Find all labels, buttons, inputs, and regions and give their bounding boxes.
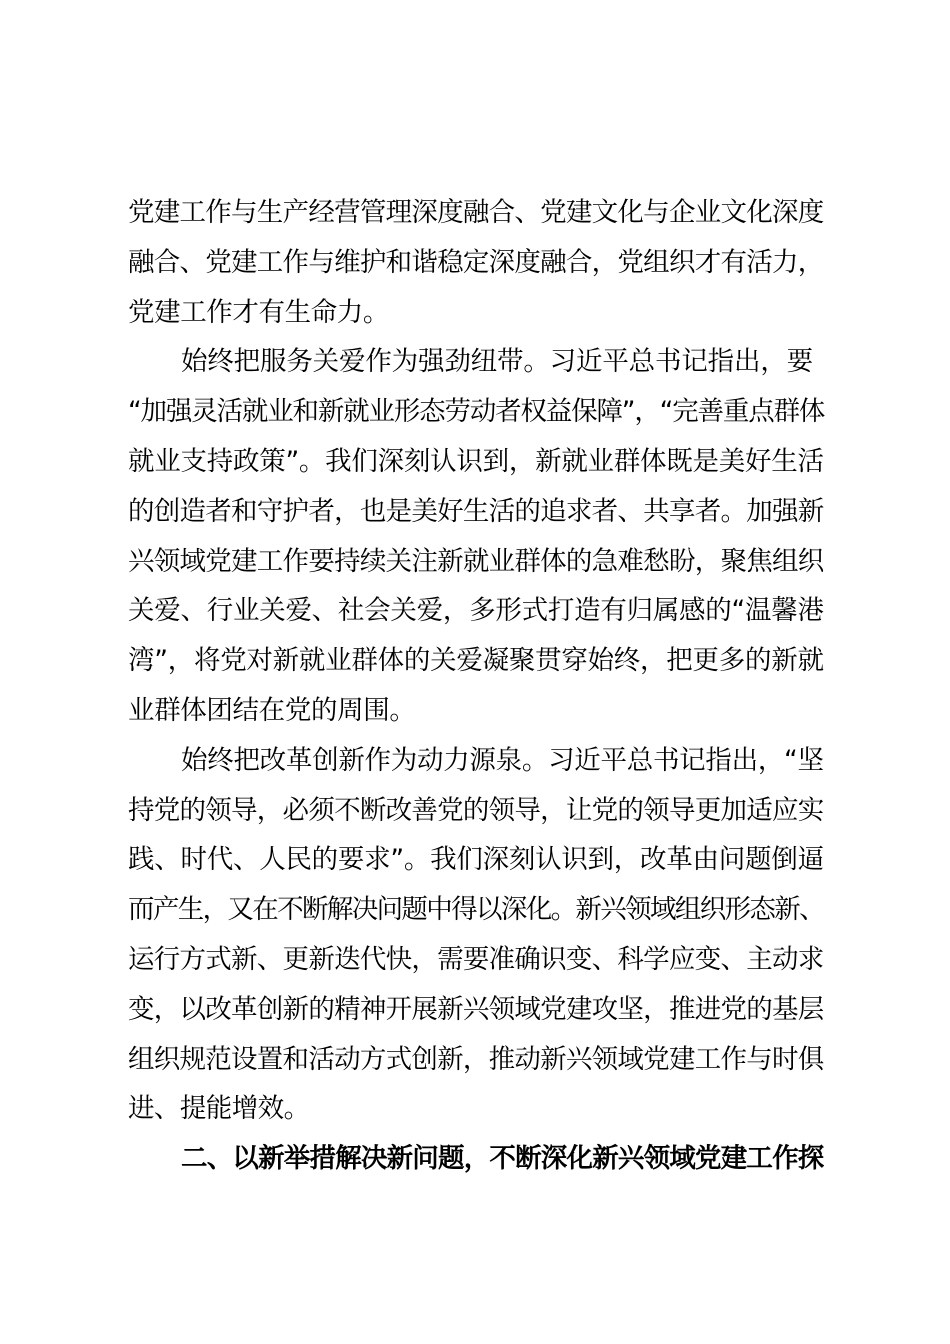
paragraph-line: 的创造者和守护者，也是美好生活的追求者、共享者。加强新 [128,495,824,527]
paragraph-line: 党建工作与生产经营管理深度融合、党建文化与企业文化深度 [128,197,824,228]
paragraph-line: 组织规范设置和活动方式创新，推动新兴领域党建工作与时俱 [128,1043,824,1075]
paragraph-line: 党建工作才有生命力。 [128,296,389,328]
paragraph-line: 就业支持政策”。我们深刻认识到，新就业群体既是美好生活 [128,445,824,477]
document-body [128,188,828,1184]
paragraph-line: 运行方式新、更新迭代快，需要准确识变、科学应变、主动求 [128,943,824,975]
paragraph-line: 践、时代、人民的要求”。我们深刻认识到，改革由问题倒逼 [128,844,824,876]
paragraph-line: 业群体团结在党的周围。 [128,694,416,726]
paragraph-line: 持党的领导，必须不断改善党的领导，让党的领导更加适应实 [128,794,824,826]
paragraph-line: 兴领域党建工作要持续关注新就业群体的急难愁盼，聚焦组织 [128,545,824,577]
paragraph-line: 变，以改革创新的精神开展新兴领域党建攻坚，推进党的基层 [128,993,824,1025]
section-heading-line: 二、以新举措解决新问题，不断深化新兴领域党建工作探 [181,1143,824,1175]
paragraph-line: 而产生，又在不断解决问题中得以深化。新兴领域组织形态新、 [128,894,824,926]
paragraph-line: 始终把服务关爱作为强劲纽带。习近平总书记指出，要 [181,346,813,378]
paragraph-line: 融合、党建工作与维护和谐稳定深度融合，党组织才有活力， [128,246,824,278]
paragraph-line: 关爱、行业关爱、社会关爱，多形式打造有归属感的“温馨港 [128,595,824,627]
paragraph-line: “加强灵活就业和新就业形态劳动者权益保障”，“完善重点群体 [128,396,825,428]
paragraph-line: 进、提能增效。 [128,1093,310,1125]
paragraph-line: 始终把改革创新作为动力源泉。习近平总书记指出，“坚 [181,744,824,776]
paragraph-line: 湾”，将党对新就业群体的关爱凝聚贯穿始终，把更多的新就 [128,645,824,677]
